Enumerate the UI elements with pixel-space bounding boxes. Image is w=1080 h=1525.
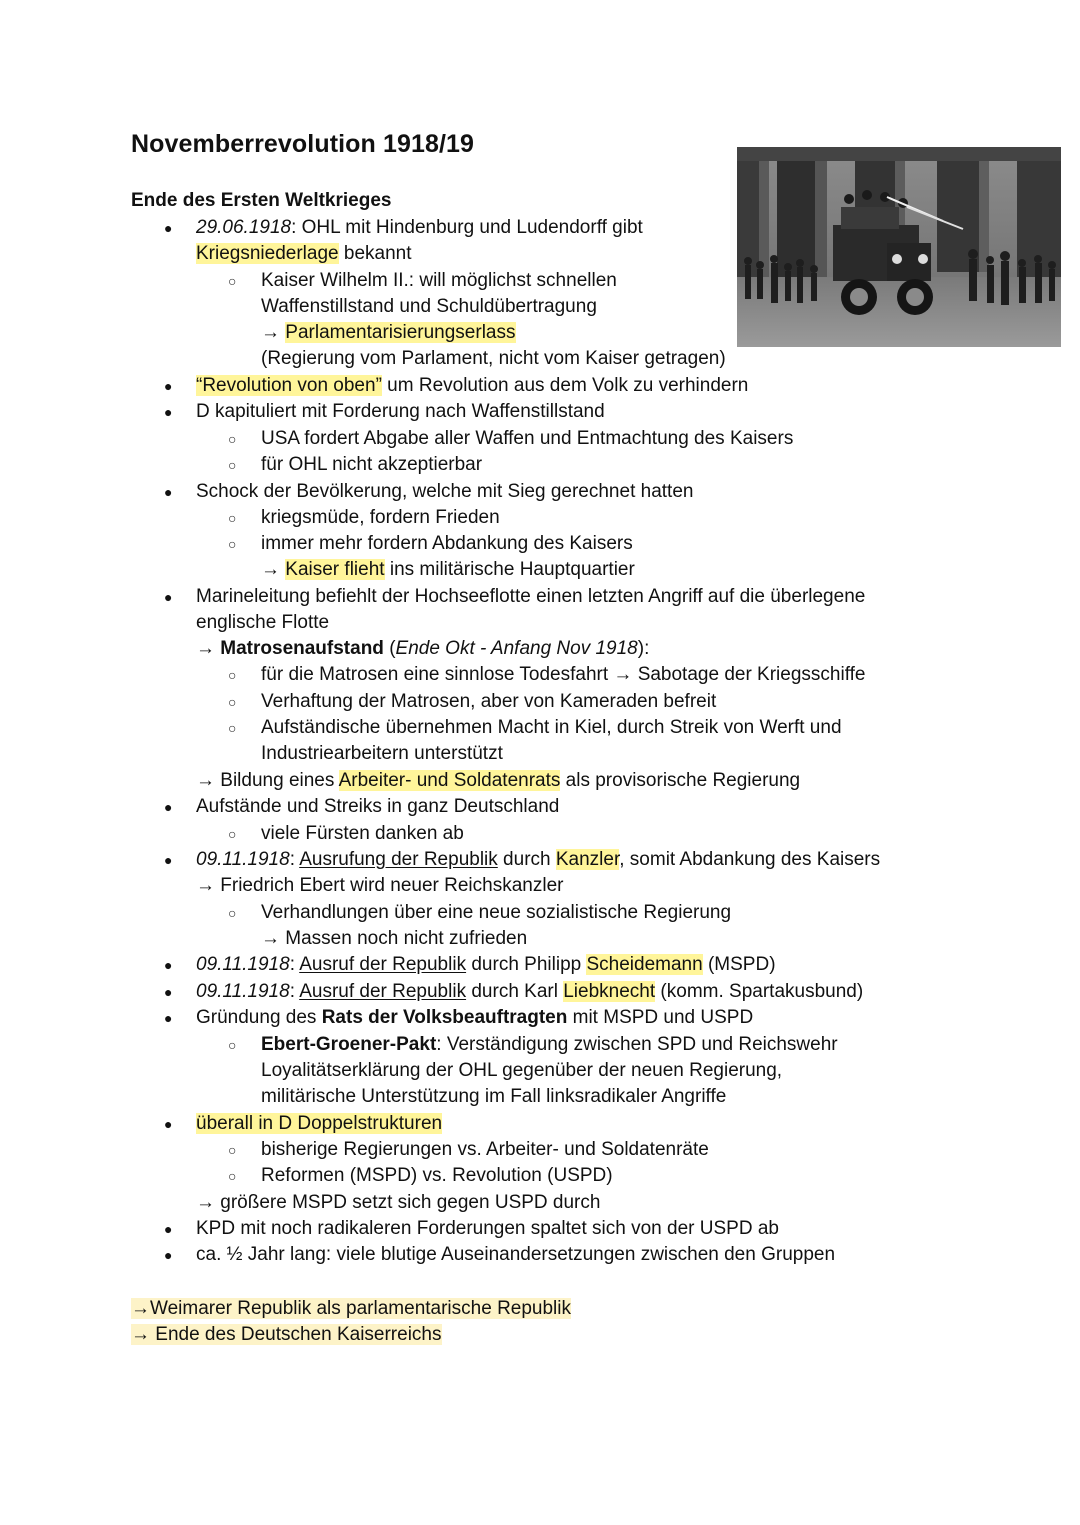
sub-bullet-marker: ○ — [228, 694, 237, 710]
list-item: immer mehr fordern Abdankung des Kaisers — [261, 533, 633, 554]
list-item: für OHL nicht akzeptierbar — [261, 454, 483, 475]
list-item-cont: → Bildung eines Arbeiter- und Soldatenrats als provisorische Regierung — [196, 770, 801, 791]
list-item-cont: Waffenstillstand und Schuldübertragung — [261, 296, 597, 317]
sub-bullet-marker: ○ — [228, 1037, 237, 1053]
bullet-marker: ● — [164, 1247, 173, 1263]
sub-bullet-marker: ○ — [228, 905, 237, 921]
list-item: D kapituliert mit Forderung nach Waffenstillstand — [196, 401, 605, 422]
list-item: bisherige Regierungen vs. Arbeiter- und Soldatenräte — [261, 1139, 709, 1160]
list-item: Kaiser Wilhelm II.: will möglichst schnellen — [261, 270, 617, 291]
bullet-marker: ● — [164, 1116, 173, 1132]
sub-bullet-marker: ○ — [228, 1142, 237, 1158]
conclusion-line: → Ende des Deutschen Kaiserreichs — [131, 1324, 442, 1345]
list-item: Reformen (MSPD) vs. Revolution (USPD) — [261, 1165, 613, 1186]
list-item: 29.06.1918: OHL mit Hindenburg und Ludendorff gibt — [196, 217, 643, 238]
page-title: Novemberrevolution 1918/19 — [131, 130, 475, 158]
sub-bullet-marker: ○ — [228, 273, 237, 289]
list-item: Schock der Bevölkerung, welche mit Sieg gerechnet hatten — [196, 481, 694, 502]
list-item: “Revolution von oben” um Revolution aus dem Volk zu verhindern — [196, 375, 749, 396]
list-item-cont: Industriearbeitern unterstützt — [261, 743, 503, 764]
list-item: 09.11.1918: Ausruf der Republik durch Karl Liebknecht (komm. Spartakusbund) — [196, 981, 864, 1002]
list-item: 09.11.1918: Ausruf der Republik durch Philipp Scheidemann (MSPD) — [196, 954, 776, 975]
sub-bullet-marker: ○ — [228, 720, 237, 736]
list-item: KPD mit noch radikaleren Forderungen spaltet sich von der USPD ab — [196, 1218, 779, 1239]
list-item: Aufstände und Streiks in ganz Deutschland — [196, 796, 560, 817]
list-item-cont: (Regierung vom Parlament, nicht vom Kaiser getragen) — [261, 348, 726, 369]
list-item: überall in D Doppelstrukturen — [196, 1113, 443, 1134]
list-item: USA fordert Abgabe aller Waffen und Entmachtung des Kaisers — [261, 428, 794, 449]
list-item: Aufständische übernehmen Macht in Kiel, durch Streik von Werft und — [261, 717, 842, 738]
sub-bullet-marker: ○ — [228, 457, 237, 473]
bullet-marker: ● — [164, 1010, 173, 1026]
list-item-cont: → Matrosenaufstand (Ende Okt - Anfang Nov 1918): — [196, 638, 650, 659]
list-item-cont: Kriegsniederlage bekannt — [196, 243, 412, 264]
bullet-marker: ● — [164, 589, 173, 605]
list-item-cont: militärische Unterstützung im Fall linksradikaler Angriffe — [261, 1086, 727, 1107]
bullet-marker: ● — [164, 799, 173, 815]
list-item: kriegsmüde, fordern Frieden — [261, 507, 500, 528]
section-heading: Ende des Ersten Weltkrieges — [131, 190, 392, 211]
historic-photo — [737, 147, 1061, 347]
historic-photo-icon — [737, 147, 1061, 347]
list-item: Gründung des Rats der Volksbeauftragten mit MSPD und USPD — [196, 1007, 754, 1028]
bullet-marker: ● — [164, 984, 173, 1000]
bullet-marker: ● — [164, 852, 173, 868]
list-item: Ebert-Groener-Pakt: Verständigung zwischen SPD und Reichswehr — [261, 1034, 838, 1055]
sub-bullet-marker: ○ — [228, 1168, 237, 1184]
bullet-marker: ● — [164, 1221, 173, 1237]
sub-bullet-marker: ○ — [228, 536, 237, 552]
list-item: viele Fürsten danken ab — [261, 823, 464, 844]
bullet-marker: ● — [164, 378, 173, 394]
sub-bullet-marker: ○ — [228, 431, 237, 447]
bullet-marker: ● — [164, 220, 173, 236]
bullet-marker: ● — [164, 404, 173, 420]
bullet-marker: ● — [164, 484, 173, 500]
list-item-cont: → Parlamentarisierungserlass — [261, 322, 516, 343]
sub-bullet-marker: ○ — [228, 667, 237, 683]
list-item: Marineleitung befiehlt der Hochseeflotte einen letzten Angriff auf die überlegene — [196, 586, 866, 607]
sub-bullet-marker: ○ — [228, 826, 237, 842]
list-item: ca. ½ Jahr lang: viele blutige Auseinandersetzungen zwischen den Gruppen — [196, 1244, 836, 1265]
list-item-cont: → Friedrich Ebert wird neuer Reichskanzler — [196, 875, 564, 896]
list-item-cont: → größere MSPD setzt sich gegen USPD durch — [196, 1192, 601, 1213]
conclusion-line: →Weimarer Republik als parlamentarische Republik — [131, 1298, 571, 1319]
list-item: 09.11.1918: Ausrufung der Republik durch Kanzler, somit Abdankung des Kaisers — [196, 849, 881, 870]
list-item-cont: → Kaiser flieht ins militärische Hauptquartier — [261, 559, 635, 580]
list-item-cont: Loyalitätserklärung der OHL gegenüber der neuen Regierung, — [261, 1060, 783, 1081]
sub-bullet-marker: ○ — [228, 510, 237, 526]
list-item: Verhandlungen über eine neue sozialistische Regierung — [261, 902, 732, 923]
list-item: für die Matrosen eine sinnlose Todesfahrt → Sabotage der Kriegsschiffe — [261, 664, 866, 685]
list-item-cont: → Massen noch nicht zufrieden — [261, 928, 528, 949]
list-item: Verhaftung der Matrosen, aber von Kameraden befreit — [261, 691, 717, 712]
list-item-cont: englische Flotte — [196, 612, 330, 633]
bullet-marker: ● — [164, 957, 173, 973]
